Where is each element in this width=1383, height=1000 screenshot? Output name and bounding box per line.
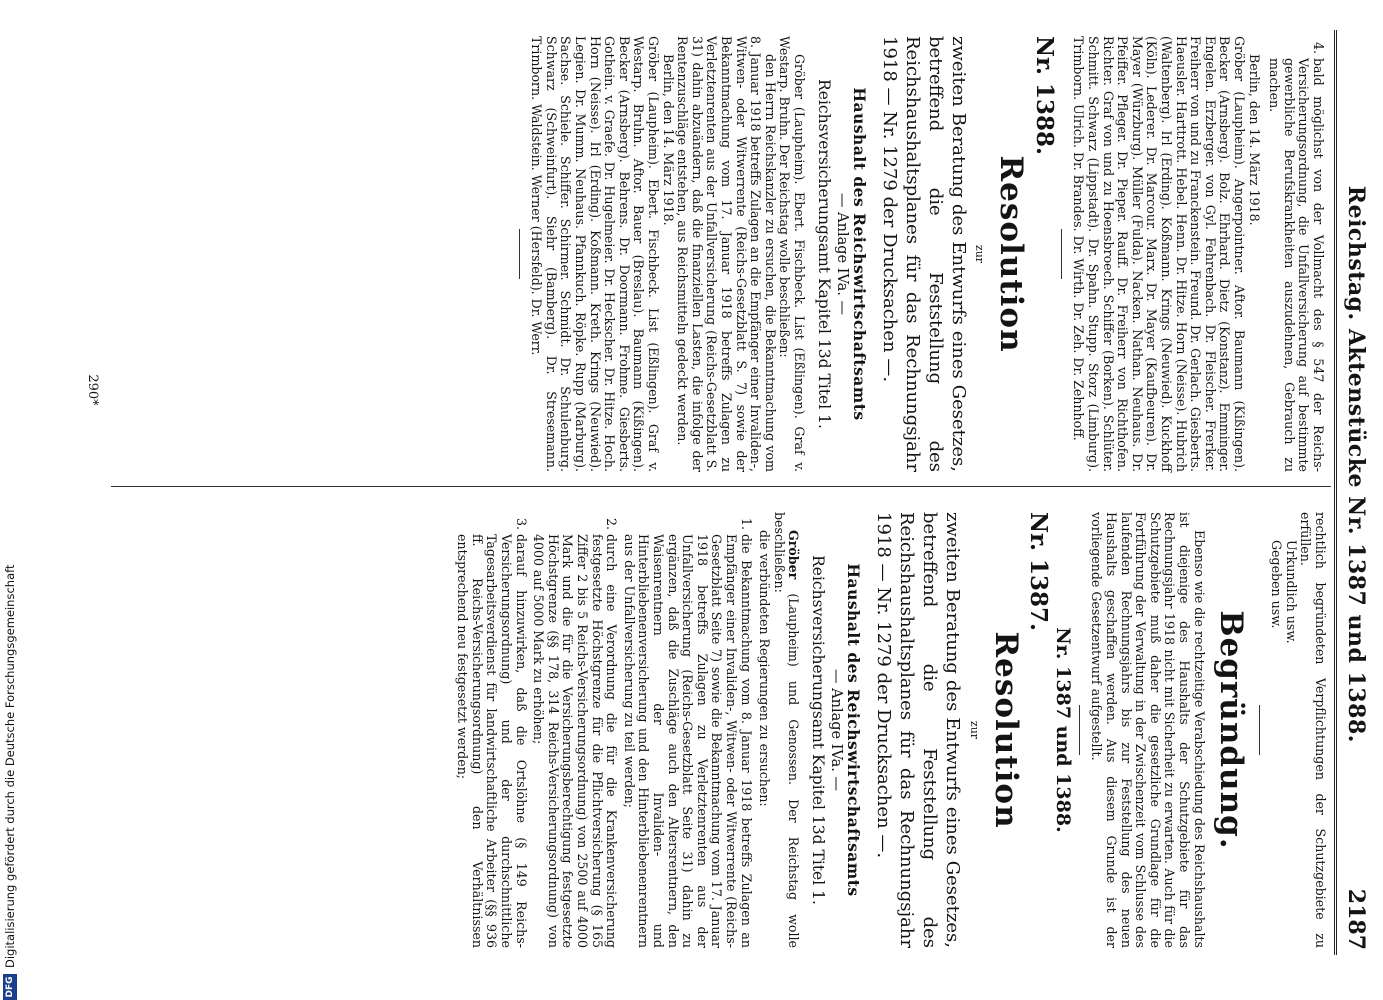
page-header [1339,40,1373,950]
left-column [452,512,1327,948]
resolution-title: Resolution [993,155,1030,353]
antrag-lead-name: Gröber [786,530,802,580]
folio-mark: 290* [85,374,100,406]
resolution-title: Resolution [987,631,1024,829]
begruendung-title: Begründung. [1212,610,1249,850]
kapitel-line: Reichsversicherungsamt Kapitel 13d Titel 1. [814,79,833,429]
list-item: 2. durch eine Verordnung die für die Krankenversicherung festgesetzte Höchstgrenze für die Pflichtversicherung (§ 165 Ziffer 2 bis 5 Reichs-Versicherungsordnung) von 2500 auf 4000 Mark und die für die Versicherungsberechtigung festgesetzte Höchstgrenze (§§ 178, 314 Reichs-Versicherungsordnung) von 4000 auf 5000 Mark zu erhöhen; [531,534,619,948]
separator-rule [1079,705,1080,755]
dfg-logo-icon: DFG [3,974,17,1000]
haushalt-heading: Haushalt des Reichswirtschaftsamts [849,87,869,421]
haushalt-heading: Haushalt des Reichswirtschaftsamts [844,563,864,897]
antrag-line: Gröber (Laupheim). Ebert. Fischbeck. List (Eßlingen). Graf v. Westarp. Bruhn. Der Reichstag wolle beschließen: [777,36,807,472]
zur-word: zur [967,720,981,740]
digitization-text: Digitalisierung gefördert durch die Deutsche Forschungsgemeinschaft [3,564,17,968]
running-title: Reichstag. Aktenstücke Nr. 1387 und 1388. [1343,185,1369,743]
header-rule [1334,30,1337,955]
closing-line-1: Urkundlich usw. [1283,540,1299,644]
dateline-1: Berlin, den 14. März 1918. [1246,54,1262,226]
intro-text: rechtlich begründeten Verpflichtungen der Schutzgebiete zu erfüllen. [1298,512,1328,948]
digitization-note [0,0,20,1000]
zur-word: zur [973,244,987,264]
page-number: 2187 [1343,888,1369,950]
signatories-1: Gröber (Laupheim). Angerpointner. Aftor. Baumann (Kißingen). Becker (Arnsberg). Bolz. Ehrhard. Dietz (Konstanz). Emminger. Engelen. Erzberger. von Gyl. Fehrenbach. Dr. Fleischer. Frerker. Freiherr von und zu Franckenstein. Freund. Dr. Gerlach. Giesberts. Haeusler. Harttrott. Hebel. Henn. Dr. Hitze. Horn (Neisse). Hubrich (Waltenberg). Irl (Erding). Koßmann. Krings (Neuwied). Kuckhoff (Köln). Lederer. Dr. Marcour. Marx. Dr. Mayer (Kaufbeuren). Dr. Mayer (Würzburg). Müller (Fulda). Nacken. Nathan. Neuhaus. Dr. Pfeiffer. Pfleger. Dr. Pieper. Rauff. Dr. Freiherr von Richthofen. Richter. Graf von und zu Hoensbroech. Schiffer (Borken). Schlüter. Schmitt. Schwarz (Lippstadt). Dr. Spahn. Stupp. Storz (Limburg). Trimborn. Ulrich. Dr. Brandes. Dr. Wirth. Dr. Zeh. Dr. Zehnhoff. [1071,36,1248,472]
anlage-line: — Anlage IVa. — [834,193,851,315]
resolution-body: zweiten Beratung des Entwurfs eines Gesetzes, betreffend die Feststellung des Reichshaushaltsplanes für das Rechnungsjahr 1918 — Nr. 1279 der Drucksachen —. [878,36,969,472]
request-list [455,512,753,948]
list-item: 4. bald möglichst von der Vollmacht des § 547 der Reichs-Versicherungsordnung, die Unfallversicherung auf bestimmte gewerbliche Berufskrankheiten auszudehnen, Gebrauch zu machen. [1267,58,1325,472]
closing-line-2: Gegeben usw. [1269,540,1285,629]
list-item: 3. darauf hinzuwirken, daß die Ortslöhne (§ 149 Reichs-Versicherungsordnung) und der durchschnittliche Tagesarbeitsverdienst für landwirtschaftliche Arbeiter (§§ 936 ff. Reichs-Versicherungsordnung) den Verhältnissen entsprechend neu festgesetzt werden; [455,534,528,948]
separator-rule [1259,705,1260,755]
nr-1387: Nr. 1387. [1025,512,1053,632]
list-item: 1. die Bekanntmachung vom 8. Januar 1918 betreffs Zulagen an Empfänger einer Invaliden-, Witwen- oder Witwerrente (Reichs-Gesetzblatt Seite 7) sowie die Bekanntmachung vom 17. Januar 1918 betreffs Zulagen zu Verletztenrenten aus der Unfallversicherung (Reichs-Gesetzblatt Seite 31) dahin zu ergänzen, daß die Zuschläge auch den Altersrentnern, den Waisenrentnern der Invaliden- und Hinterbliebenenversicherung und den Hinterbliebenenrentnern aus der Unfallversicherung zu teil werden; [621,534,752,948]
antrag-text: (Laupheim) und Genossen. Der Reichstag wolle beschließen: [771,512,802,948]
signatories-2: Gröber (Laupheim). Ebert. Fischbeck. List (Eßlingen). Graf v. Westarp. Bruhn. Aftor. Bauer (Breslau). Baumann (Kißingen). Becker (Arnsberg). Behrens. Dr. Doormann. Frohme. Giesberts. Gothein. v. Graefe. Dr. Hugelmeier. Dr. Heckscher. Dr. Hitze. Hoch. Horn (Neisse). Irl (Erding). Koßmann. Kreth. Krings (Neuwied). Legien. Dr. Mumm. Neuhaus. Pfannkuch. Röpke. Rupp (Marburg). Sachse. Schiele. Schiffer. Schirmer. Schmidt. Dr. Schulenburg. Schwarz (Schweinfurt). Siehr (Bamberg). Dr. Stresemann. Trimborn. Waldstein. Werner (Hersfeld). Dr. Werr. [529,36,661,472]
anlage-line: — Anlage IVa. — [828,669,845,791]
nr-heading: Nr. 1387 und 1388. [1051,627,1074,833]
separator-rule [1061,229,1062,279]
nr-1388: Nr. 1388. [1030,36,1058,156]
antrag-sub: die verbündeten Regierungen zu ersuchen: [757,530,773,807]
request-list-continued [1267,36,1325,472]
right-column [510,36,1327,472]
column-divider [111,486,1331,487]
begruendung-text: Ebenso wie die rechtzeitige Verabschiedung des Reichshaushalts ist diejenige des Haushalts der Schutzgebiete für das Rechnungsjahr 1918 nicht mit Sicherheit zu erwarten. Auch für die Schutzgebiete muß daher die gesetzliche Grundlage für die Fortführung der Verwaltung in der Zwischenzeit vom Schlusse des laufenden Rechnungsjahrs bis zur Feststellung des neuen Haushalts geschaffen werden. Aus diesem Grunde ist der vorliegende Gesetzentwurf aufgestellt. [1089,512,1207,948]
resolution-body: zweiten Beratung des Entwurfs eines Gesetzes, betreffend die Feststellung des Reichshaushaltsplanes für das Rechnungsjahr 1918 — Nr. 1279 der Drucksachen —. [873,512,964,948]
kapitel-line: Reichsversicherungsamt Kapitel 13d Titel 1. [808,555,827,905]
separator-rule [519,229,520,279]
antrag-text: den Herrn Reichskanzler zu ersuchen, die Bekanntmachung vom 8. Januar 1918 betreffs Zulagen an die Empfänger einer Invaliden-, Witwen- oder Witwerrente (Reichs-Gesetzblatt S. 7) sowie der Bekanntmachung vom 17. Januar 1918 betreffs Zulagen zu Verletztenrenten aus der Unfallversicherung (Reichs-Gesetzblatt S. 31) dahin abzuändern, daß die finanziellen Lasten, die infolge der Rentenzuschläge entstehen, aus Reichsmitteln gedeckt werden. [675,36,778,472]
antrag-line [771,512,800,948]
dateline-2: Berlin, den 14. März 1918. [660,54,676,226]
